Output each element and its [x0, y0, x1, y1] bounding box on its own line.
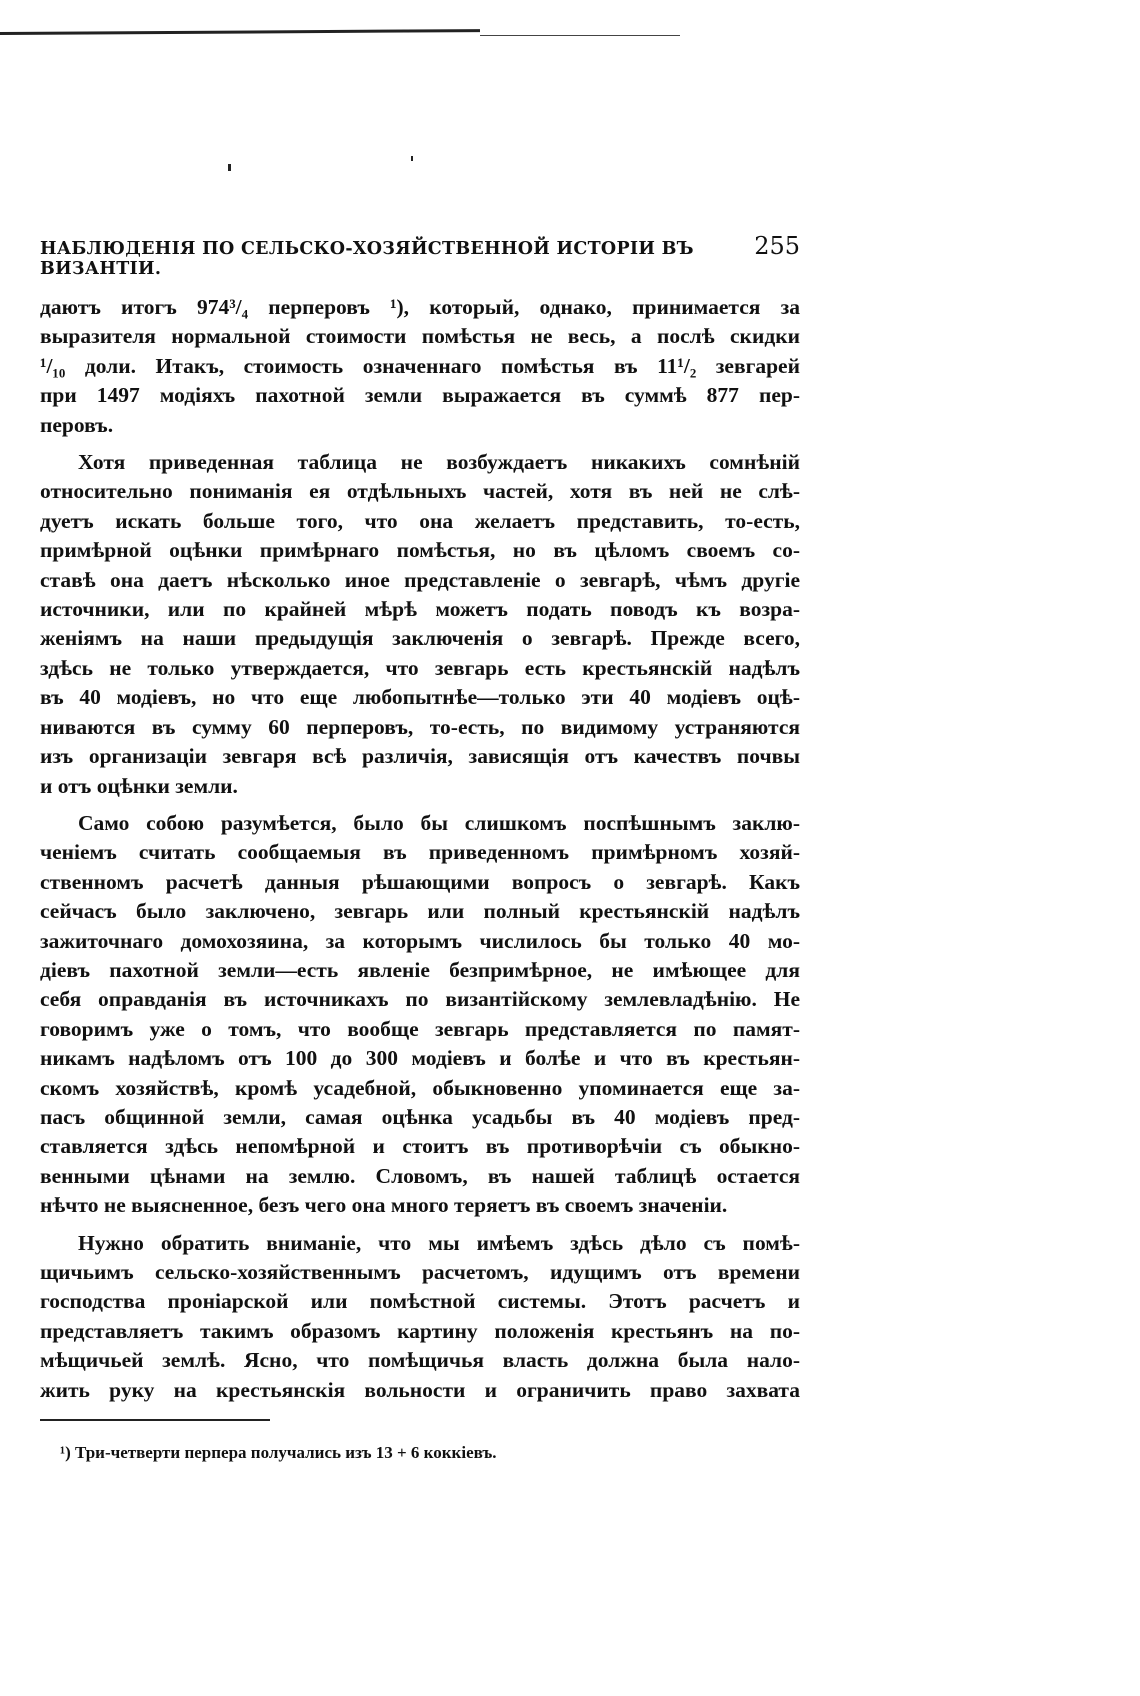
- text-line: перовъ.: [40, 412, 114, 437]
- text-line: мѣщичьей землѣ. Ясно, что помѣщичья власть должна была нало-: [40, 1348, 800, 1373]
- paragraph-4: [40, 1229, 800, 1405]
- text-line: жить руку на крестьянскія вольности и ограничить право захвата: [40, 1377, 800, 1402]
- scan-edge-rule: [0, 29, 480, 35]
- paragraph-2: [40, 448, 800, 801]
- text-line: здѣсь не только утверждается, что зевгарь есть крестьянскій надѣлъ: [40, 655, 800, 680]
- scan-speck: [228, 164, 231, 171]
- text-line: относительно пониманія ея отдѣльныхъ частей, хотя въ ней не слѣ-: [40, 479, 800, 504]
- text-line: говоримъ уже о томъ, что вообще зевгарь представляется по памят-: [40, 1016, 800, 1041]
- text-line: господства проніарской или помѣстной системы. Этотъ расчетъ и: [40, 1289, 800, 1314]
- text-line: венными цѣнами на землю. Словомъ, въ нашей таблицѣ остается: [40, 1163, 800, 1188]
- text-line: ставѣ она даетъ нѣсколько иное представленіе о зевгарѣ, чѣмъ другіе: [40, 567, 800, 592]
- text-line: ченіемъ считать сообщаемыя въ приведенномъ примѣрномъ хозяй-: [40, 840, 800, 865]
- text-line: источники, или по крайней мѣрѣ можетъ подать поводъ къ возра-: [40, 597, 800, 622]
- running-title: НАБЛЮДЕНІЯ ПО СЕЛЬСКО-ХОЗЯЙСТВЕННОЙ ИСТОРІИ ВЪ ВИЗАНТІИ.: [40, 239, 694, 279]
- text-line: выразителя нормальной стоимости помѣстья не весь, а послѣ скидки: [40, 324, 800, 349]
- footnote-rule: [40, 1419, 270, 1421]
- text-line: представляетъ такимъ образомъ картину положенія крестьянъ на по-: [40, 1318, 800, 1343]
- text-line: Хотя приведенная таблица не возбуждаетъ никакихъ сомнѣній: [78, 450, 800, 475]
- paragraph-3: [40, 809, 800, 1221]
- text-line: женіямъ на наши предыдущія заключенія о зевгарѣ. Прежде всего,: [40, 626, 800, 651]
- scan-speck: [411, 156, 413, 161]
- text-line: и отъ оцѣнки земли.: [40, 773, 238, 798]
- text-line: изъ организаціи зевгаря всѣ различія, зависящія отъ качествъ почвы: [40, 744, 800, 769]
- text-line: зажиточнаго домохозяина, за которымъ числилось бы только 40 мо-: [40, 928, 800, 953]
- paragraph-1: [40, 293, 800, 440]
- text-line: скомъ хозяйствѣ, кромѣ усадебной, обыкновенно упоминается еще за-: [40, 1075, 800, 1100]
- footnote: ¹) Три-четверти перпера получались изъ 13 + 6 коккіевъ.: [60, 1443, 497, 1463]
- text-line: дуетъ искать больше того, что она желаетъ представить, то-есть,: [40, 508, 800, 533]
- text-line: въ 40 модіевъ, но что еще любопытнѣе—только эти 40 модіевъ оцѣ-: [40, 685, 800, 710]
- text-line: Нужно обратить вниманіе, что мы имѣемъ здѣсь дѣло съ помѣ-: [78, 1230, 800, 1255]
- text-line: ниваются въ сумму 60 перперовъ, то-есть, по видимому устраняются: [40, 714, 800, 739]
- text-line: Само собою разумѣется, было бы слишкомъ поспѣшнымъ заклю-: [78, 810, 800, 835]
- scan-edge-rule-tail: [480, 35, 680, 36]
- running-head: [40, 232, 800, 279]
- text-line: нѣчто не выясненное, безъ чего она много теряетъ въ своемъ значеніи.: [40, 1193, 728, 1218]
- text-line: щичьимъ сельско-хозяйственнымъ расчетомъ, идущимъ отъ времени: [40, 1260, 800, 1284]
- text-line: діевъ пахотной земли—есть явленіе безпримѣрное, не имѣющее для: [40, 957, 800, 982]
- text-line: ставляется здѣсь непомѣрной и стоитъ въ противорѣчіи съ обыкно-: [40, 1134, 800, 1159]
- book-page: [40, 232, 800, 1463]
- page-number: 255: [754, 232, 800, 260]
- text-line: сейчасъ было заключено, зевгарь или полный крестьянскій надѣлъ: [40, 899, 800, 924]
- text-line: при 1497 модіяхъ пахотной земли выражается въ суммѣ 877 пер-: [40, 383, 800, 408]
- text-line: ¹/₁₀ доли. Итакъ, стоимость означеннаго помѣстья въ 11¹/₂ зевгарей: [40, 353, 800, 378]
- text-line: никамъ надѣломъ отъ 100 до 300 модіевъ и болѣе и что въ крестьян-: [40, 1046, 800, 1071]
- text-line: себя оправданія въ источникахъ по византійскому землевладѣнію. Не: [40, 987, 800, 1012]
- text-line: пасъ общинной земли, самая оцѣнка усадьбы въ 40 модіевъ пред-: [40, 1104, 800, 1129]
- text-line: даютъ итогъ 974³/₄ перперовъ ¹), который, однако, принимается за: [40, 295, 800, 319]
- text-line: ственномъ расчетѣ данныя рѣшающими вопросъ о зевгарѣ. Какъ: [40, 869, 800, 894]
- text-line: примѣрной оцѣнки примѣрнаго помѣстья, но въ цѣломъ своемъ со-: [40, 538, 800, 563]
